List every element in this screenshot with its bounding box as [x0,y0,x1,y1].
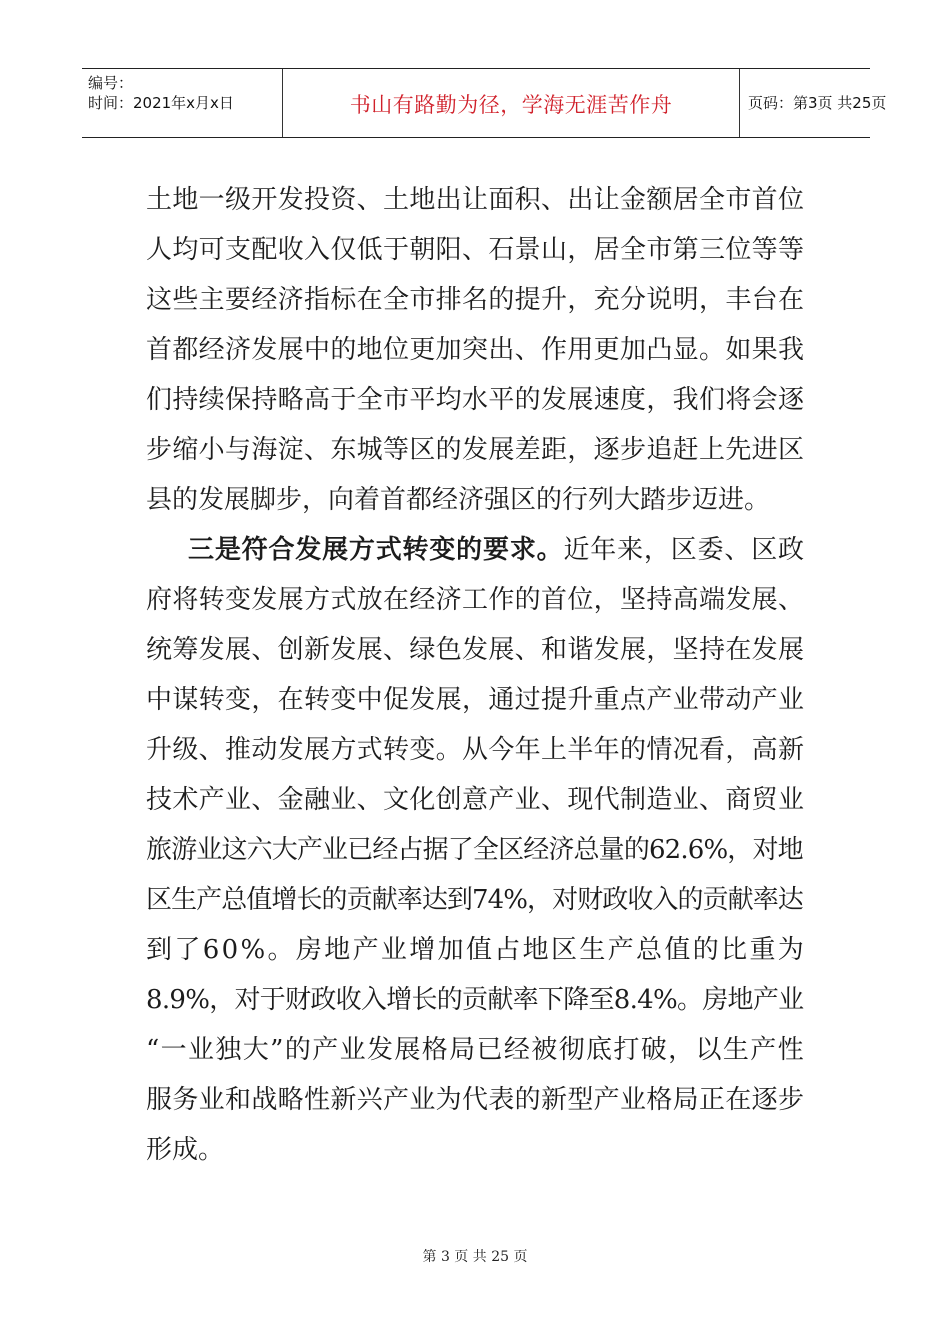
text-line: 中谋转变，在转变中促发展，通过提升重点产业带动产业 [146,685,805,715]
header-right-cell [738,69,887,137]
document-number-label: 编号： [88,74,134,92]
paragraph-first-line-rest: 近年来，区委、区政 [563,535,805,565]
document-date: 时间：2021年x月x日 [88,94,234,112]
text-line: 到了60%。房地产业增加值占地区生产总值的比重为 [146,935,807,965]
header-page-info: 页码：第3页 共25页 [748,94,887,112]
text-line: 技术产业、金融业、文化创意产业、现代制造业、商贸业 [146,785,805,815]
text-line: 们持续保持略高于全市平均水平的发展速度，我们将会逐 [146,385,805,415]
text-line: 升级、推动发展方式转变。从今年上半年的情况看，高新 [146,735,805,765]
paragraph-first-line [188,534,805,566]
header-motto: 书山有路勤为径，学海无涯苦作舟 [349,93,673,117]
text-line: 步缩小与海淀、东城等区的发展差距，逐步追赶上先进区 [146,435,805,465]
text-line: 形成。 [146,1135,225,1165]
text-line: 8.9%，对于财政收入增长的贡献率下降至8.4%。房地产业 [146,985,804,1015]
text-line: 区生产总值增长的贡献率达到74%，对财政收入的贡献率达 [146,885,803,915]
paragraph-heading: 三是符合发展方式转变的要求。 [188,535,564,565]
text-line: 统筹发展、创新发展、绿色发展、和谐发展，坚持在发展 [146,635,805,665]
header-middle-cell [282,69,740,137]
text-line: 服务业和战略性新兴产业为代表的新型产业格局正在逐步 [146,1085,805,1115]
text-line: 人均可支配收入仅低于朝阳、石景山，居全市第三位等等 [146,235,805,265]
text-line: 土地一级开发投资、土地出让面积、出让金额居全市首位 [146,185,805,215]
text-line: 府将转变发展方式放在经济工作的首位，坚持高端发展、 [146,585,805,615]
text-line: 这些主要经济指标在全市排名的提升，充分说明，丰台在 [146,285,805,315]
text-line: 旅游业这六大产业已经占据了全区经济总量的62.6%，对地 [146,835,803,865]
text-line: “一业独大”的产业发展格局已经被彻底打破，以生产性 [146,1035,805,1065]
page-footer: 第 3 页 共 25 页 [422,1249,528,1265]
text-line: 县的发展脚步，向着首都经济强区的行列大踏步迈进。 [146,485,771,515]
header-left-cell [82,69,282,137]
text-line: 首都经济发展中的地位更加突出、作用更加凸显。如果我 [146,335,805,365]
document-header [82,68,887,138]
